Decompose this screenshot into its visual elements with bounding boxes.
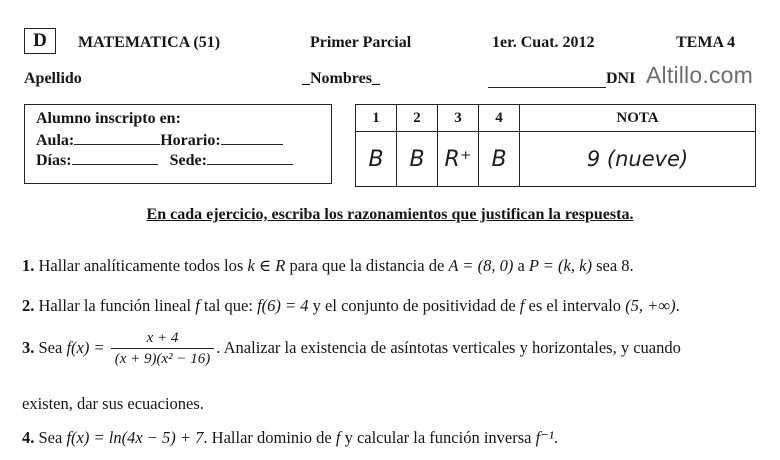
exercise-text: Hallar analíticamente todos los [34,256,248,275]
horario-label: Horario: [160,132,221,149]
exercise-text: . Analizar la existencia de asíntotas verticales y horizontales, y cuando [216,337,681,357]
aula-horario-row [36,130,283,150]
aula-label: Aula: [36,132,75,149]
math-expression: f [519,296,525,315]
grade-header: 2 [397,105,438,132]
exam-title: Primer Parcial [310,34,412,51]
exercise-text: a [513,256,529,275]
horario-blank [221,130,283,145]
exercise-text: . [675,296,680,315]
grades-header-row [356,105,756,132]
exercise-number: 1. [22,256,35,275]
grade-header: 4 [479,105,520,132]
math-expression: (5, +∞) [625,296,676,315]
dias-blank [72,150,158,165]
exercise-text: Sea [34,337,67,357]
exercise-text: . [553,428,558,447]
period-label: 1er. Cuat. 2012 [492,34,595,51]
grade-header: 3 [438,105,479,132]
altillo-watermark: Altillo.com [646,62,754,88]
grades-value-row [356,132,756,187]
fraction-denominator: (x + 9)(x² − 16) [114,351,211,367]
aula-blank [74,130,160,145]
fraction-numerator: x + 4 [111,330,215,349]
exercise-text: Sea [34,428,67,447]
exercise-text: para que la distancia de [285,256,449,275]
exercise-text: y el conjunto de positividad de [308,296,520,315]
exercise-text: tal que: [199,296,258,315]
exercise-text: . Hallar dominio de [203,428,336,447]
exercise-1 [22,256,634,276]
grade-header: 1 [356,105,397,132]
fraction [111,330,215,368]
exercise-text: Hallar la función lineal [34,296,196,315]
exercise-text: y calcular la función inversa [340,428,536,447]
dni-label: DNI [606,70,636,87]
nota-value: 9 (nueve) [520,132,756,187]
nota-header: NOTA [520,105,756,132]
sede-label: Sede: [169,152,207,169]
exercise-4 [22,428,558,448]
alumno-box-title: Alumno inscripto en: [36,110,181,127]
math-expression: f(6) = 4 [257,296,309,315]
grade-value: B [397,132,438,187]
exercise-3 [22,330,681,368]
dias-label: Días: [36,152,72,169]
exercise-number: 4. [22,428,35,447]
math-expression: f [335,428,341,447]
math-expression: k ∈ R [247,256,286,275]
math-expression: f(x) = ln(4x − 5) + 7 [66,428,204,447]
grade-value: B [356,132,397,187]
dias-sede-row [36,150,293,170]
exercise-text: es el intervalo [524,296,626,315]
dni-blank-line [488,86,606,88]
exercise-3-continuation: existen, dar sus ecuaciones. [22,394,204,413]
grades-table [355,104,756,187]
exercise-number: 2. [22,296,35,315]
math-expression: P = (k, k) [528,256,592,275]
instructions-heading: En cada ejercicio, escriba los razonamientos que justifican la respuesta. [146,206,634,223]
tema-letter-box: D [24,28,56,54]
alumno-inscripto-box [24,104,332,184]
math-expression: f [195,296,200,315]
math-expression: A = (8, 0) [448,256,514,275]
topic-label: TEMA 4 [676,34,736,51]
grade-value: R⁺ [438,132,479,187]
grade-value: B [479,132,520,187]
exercise-2 [22,296,680,316]
subject-title: MATEMATICA (51) [78,34,221,51]
nombres-label: _Nombres_ [302,70,380,87]
sede-blank [207,150,293,165]
apellido-label: Apellido [24,70,82,87]
exercise-number: 3. [22,337,35,357]
exercise-text: sea 8. [591,256,634,275]
math-expression: f⁻¹ [535,428,554,447]
math-expression: f(x) = [66,337,105,357]
